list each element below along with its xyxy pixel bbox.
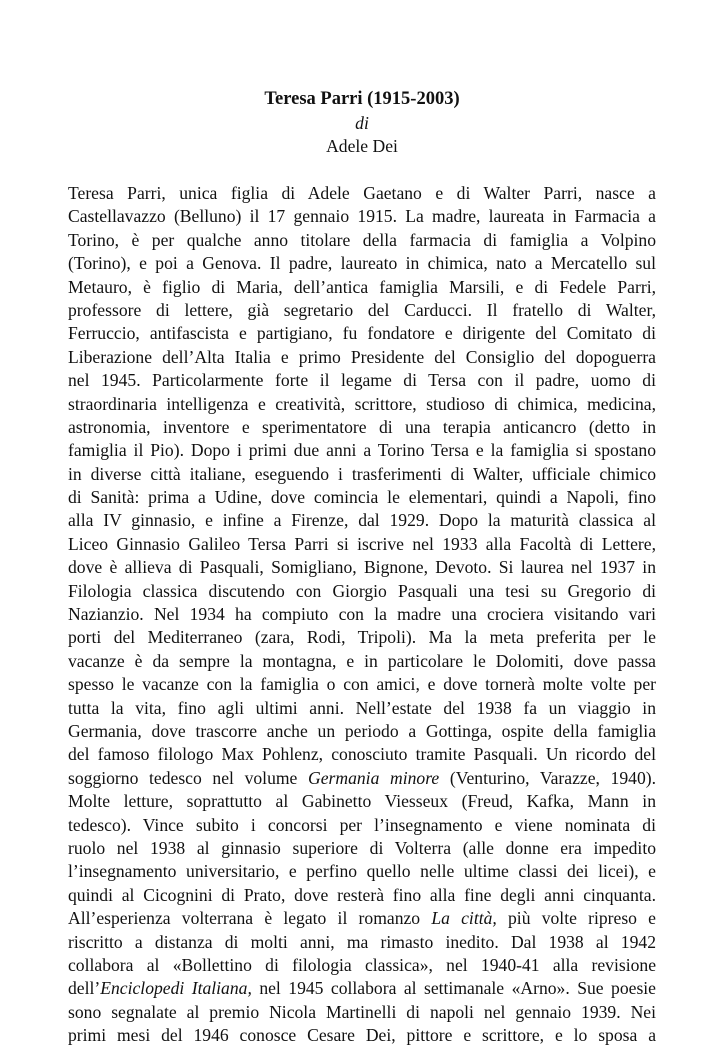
italic-title: Enciclopedi Italiana, [100, 978, 252, 999]
text-segment: All’esperienza volterrana è legato il romanzo [68, 908, 432, 929]
text-line [68, 229, 656, 252]
text-segment: dell’ [68, 978, 101, 999]
text-segment: sono segnalate al premio Nicola Martinelli di napoli nel gennaio 1939. Nei [68, 1001, 656, 1022]
text-line [68, 650, 656, 673]
text-segment: Torino, è per qualche anno titolare della farmacia di famiglia a Volpino [68, 229, 656, 250]
text-segment: in diverse città italiane, eseguendo i trasferimenti di Walter, ufficiale chimico [68, 463, 656, 484]
text-segment: Metauro, è figlio di Maria, dell’antica famiglia Marsili, e di Fedele Parri, [68, 276, 656, 297]
text-line [68, 393, 656, 416]
text-line [68, 276, 656, 299]
text-segment: porti del Mediterraneo (zara, Rodi, Tripoli). Ma la meta preferita per le [68, 627, 656, 648]
text-line [68, 1024, 656, 1047]
text-segment: nel 1945. Particolarmente forte il legame di Tersa con il padre, uomo di [68, 370, 656, 391]
text-segment: tutta la vita, fino agli ultimi anni. Nell’estate del 1938 fa un viaggio in [68, 697, 656, 718]
text-line [68, 767, 656, 790]
italic-title: La città, [431, 908, 497, 929]
text-line [68, 673, 656, 696]
text-segment: di Sanità: prima a Udine, dove comincia le elementari, quindi a Napoli, fino [68, 487, 656, 508]
text-line [68, 580, 656, 603]
text-segment: tedesco). Vince subito i concorsi per l’insegnamento e viene nominata di [68, 814, 656, 835]
text-line [68, 205, 656, 228]
text-segment: vacanze è da sempre la montagna, e in particolare le Dolomiti, dove passa [68, 650, 656, 671]
text-segment: nel 1945 collabora al settimanale «Arno». Sue poesie [251, 978, 656, 999]
text-segment: Teresa Parri, unica figlia di Adele Gaetano e di Walter Parri, nasce a [68, 183, 656, 203]
text-segment: Ferruccio, antifascista e partigiano, fu fondatore e dirigente del Comitato di [68, 323, 656, 344]
text-line [68, 977, 656, 1000]
text-line [68, 322, 656, 345]
text-line [68, 790, 656, 813]
text-segment: Germania, dove trascorre anche un periodo a Gottinga, ospite della famiglia [68, 720, 656, 741]
text-line [68, 369, 656, 392]
text-segment: del famoso filologo Max Pohlenz, conosciuto tramite Pasquali. Un ricordo del [68, 744, 656, 765]
text-line [68, 907, 656, 930]
text-line [68, 346, 656, 369]
text-line [68, 743, 656, 766]
body-paragraph [68, 182, 656, 1047]
text-line [68, 182, 656, 205]
text-line [68, 884, 656, 907]
text-segment: (Venturino, Varazze, 1940). [439, 767, 656, 788]
text-segment: ruolo nel 1938 al ginnasio superiore di Volterra (alle donne era impedito [68, 837, 656, 858]
text-line [68, 626, 656, 649]
text-segment: famiglia il Pio). Dopo i primi due anni a Torino Tersa e la famiglia si spostano [68, 440, 656, 461]
text-line [68, 416, 656, 439]
italic-title: Germania minore [308, 767, 440, 788]
text-segment: più volte ripreso e [496, 908, 656, 929]
text-segment: dove è allieva di Pasquali, Somigliano, Bignone, Devoto. Si laurea nel 1937 in [68, 557, 656, 578]
text-line [68, 252, 656, 275]
text-segment: spesso le vacanze con la famiglia o con amici, e dove tornerà molte volte per [68, 674, 656, 695]
text-line [68, 533, 656, 556]
text-segment: professore di lettere, già segretario del Carducci. Il fratello di Walter, [68, 299, 656, 320]
text-line [68, 1001, 656, 1024]
text-line [68, 439, 656, 462]
text-segment: Liceo Ginnasio Galileo Tersa Parri si iscrive nel 1933 alla Facoltà di Lettere, [68, 533, 656, 554]
text-segment: quindi al Cicognini di Prato, dove resterà fino alla fine degli anni cinquanta. [68, 884, 656, 905]
text-line [68, 837, 656, 860]
text-segment: Filologia classica discutendo con Giorgio Pasquali una tesi su Gregorio di [68, 580, 656, 601]
text-line [68, 860, 656, 883]
text-segment: soggiorno tedesco nel volume [68, 767, 309, 788]
text-line [68, 463, 656, 486]
text-segment: l’insegnamento universitario, e perfino quello nelle ultime classi dei licei), e [68, 861, 656, 882]
text-segment: Liberazione dell’Alta Italia e primo Presidente del Consiglio del dopoguerra [68, 346, 656, 367]
text-line [68, 720, 656, 743]
text-segment: Nazianzio. Nel 1934 ha compiuto con la madre una crociera visitando vari [68, 604, 656, 625]
byline-di: di [355, 113, 369, 133]
text-line [68, 603, 656, 626]
text-line [68, 954, 656, 977]
text-segment: straordinaria intelligenza e creatività, scrittore, studioso di chimica, medicina, [68, 393, 656, 414]
text-line [68, 299, 656, 322]
author-name: Adele Dei [326, 136, 398, 156]
text-segment: Molte letture, soprattutto al Gabinetto Viesseux (Freud, Kafka, Mann in [68, 791, 656, 812]
document-header [68, 86, 656, 158]
text-line [68, 486, 656, 509]
text-line [68, 931, 656, 954]
text-line [68, 556, 656, 579]
text-segment: Castellavazzo (Belluno) il 17 gennaio 1915. La madre, laureata in Farmacia a [68, 206, 656, 227]
text-line [68, 697, 656, 720]
text-segment: primi mesi del 1946 conosce Cesare Dei, pittore e scrittore, e lo sposa a [68, 1025, 656, 1046]
document-page [68, 86, 656, 1047]
text-segment: riscritto a distanza di molti anni, ma rimasto inedito. Dal 1938 al 1942 [68, 931, 656, 952]
text-segment: astronomia, inventore e sperimentatore di una terapia anticancro (detto in [68, 416, 656, 437]
text-line [68, 814, 656, 837]
text-segment: collabora al «Bollettino di filologia classica», nel 1940-41 alla revisione [68, 954, 656, 975]
text-segment: (Torino), e poi a Genova. Il padre, laureato in chimica, nato a Mercatello sul [68, 253, 656, 274]
text-segment: alla IV ginnasio, e infine a Firenze, dal 1929. Dopo la maturità classica al [68, 510, 656, 531]
text-line [68, 509, 656, 532]
document-title: Teresa Parri (1915-2003) [264, 89, 460, 109]
